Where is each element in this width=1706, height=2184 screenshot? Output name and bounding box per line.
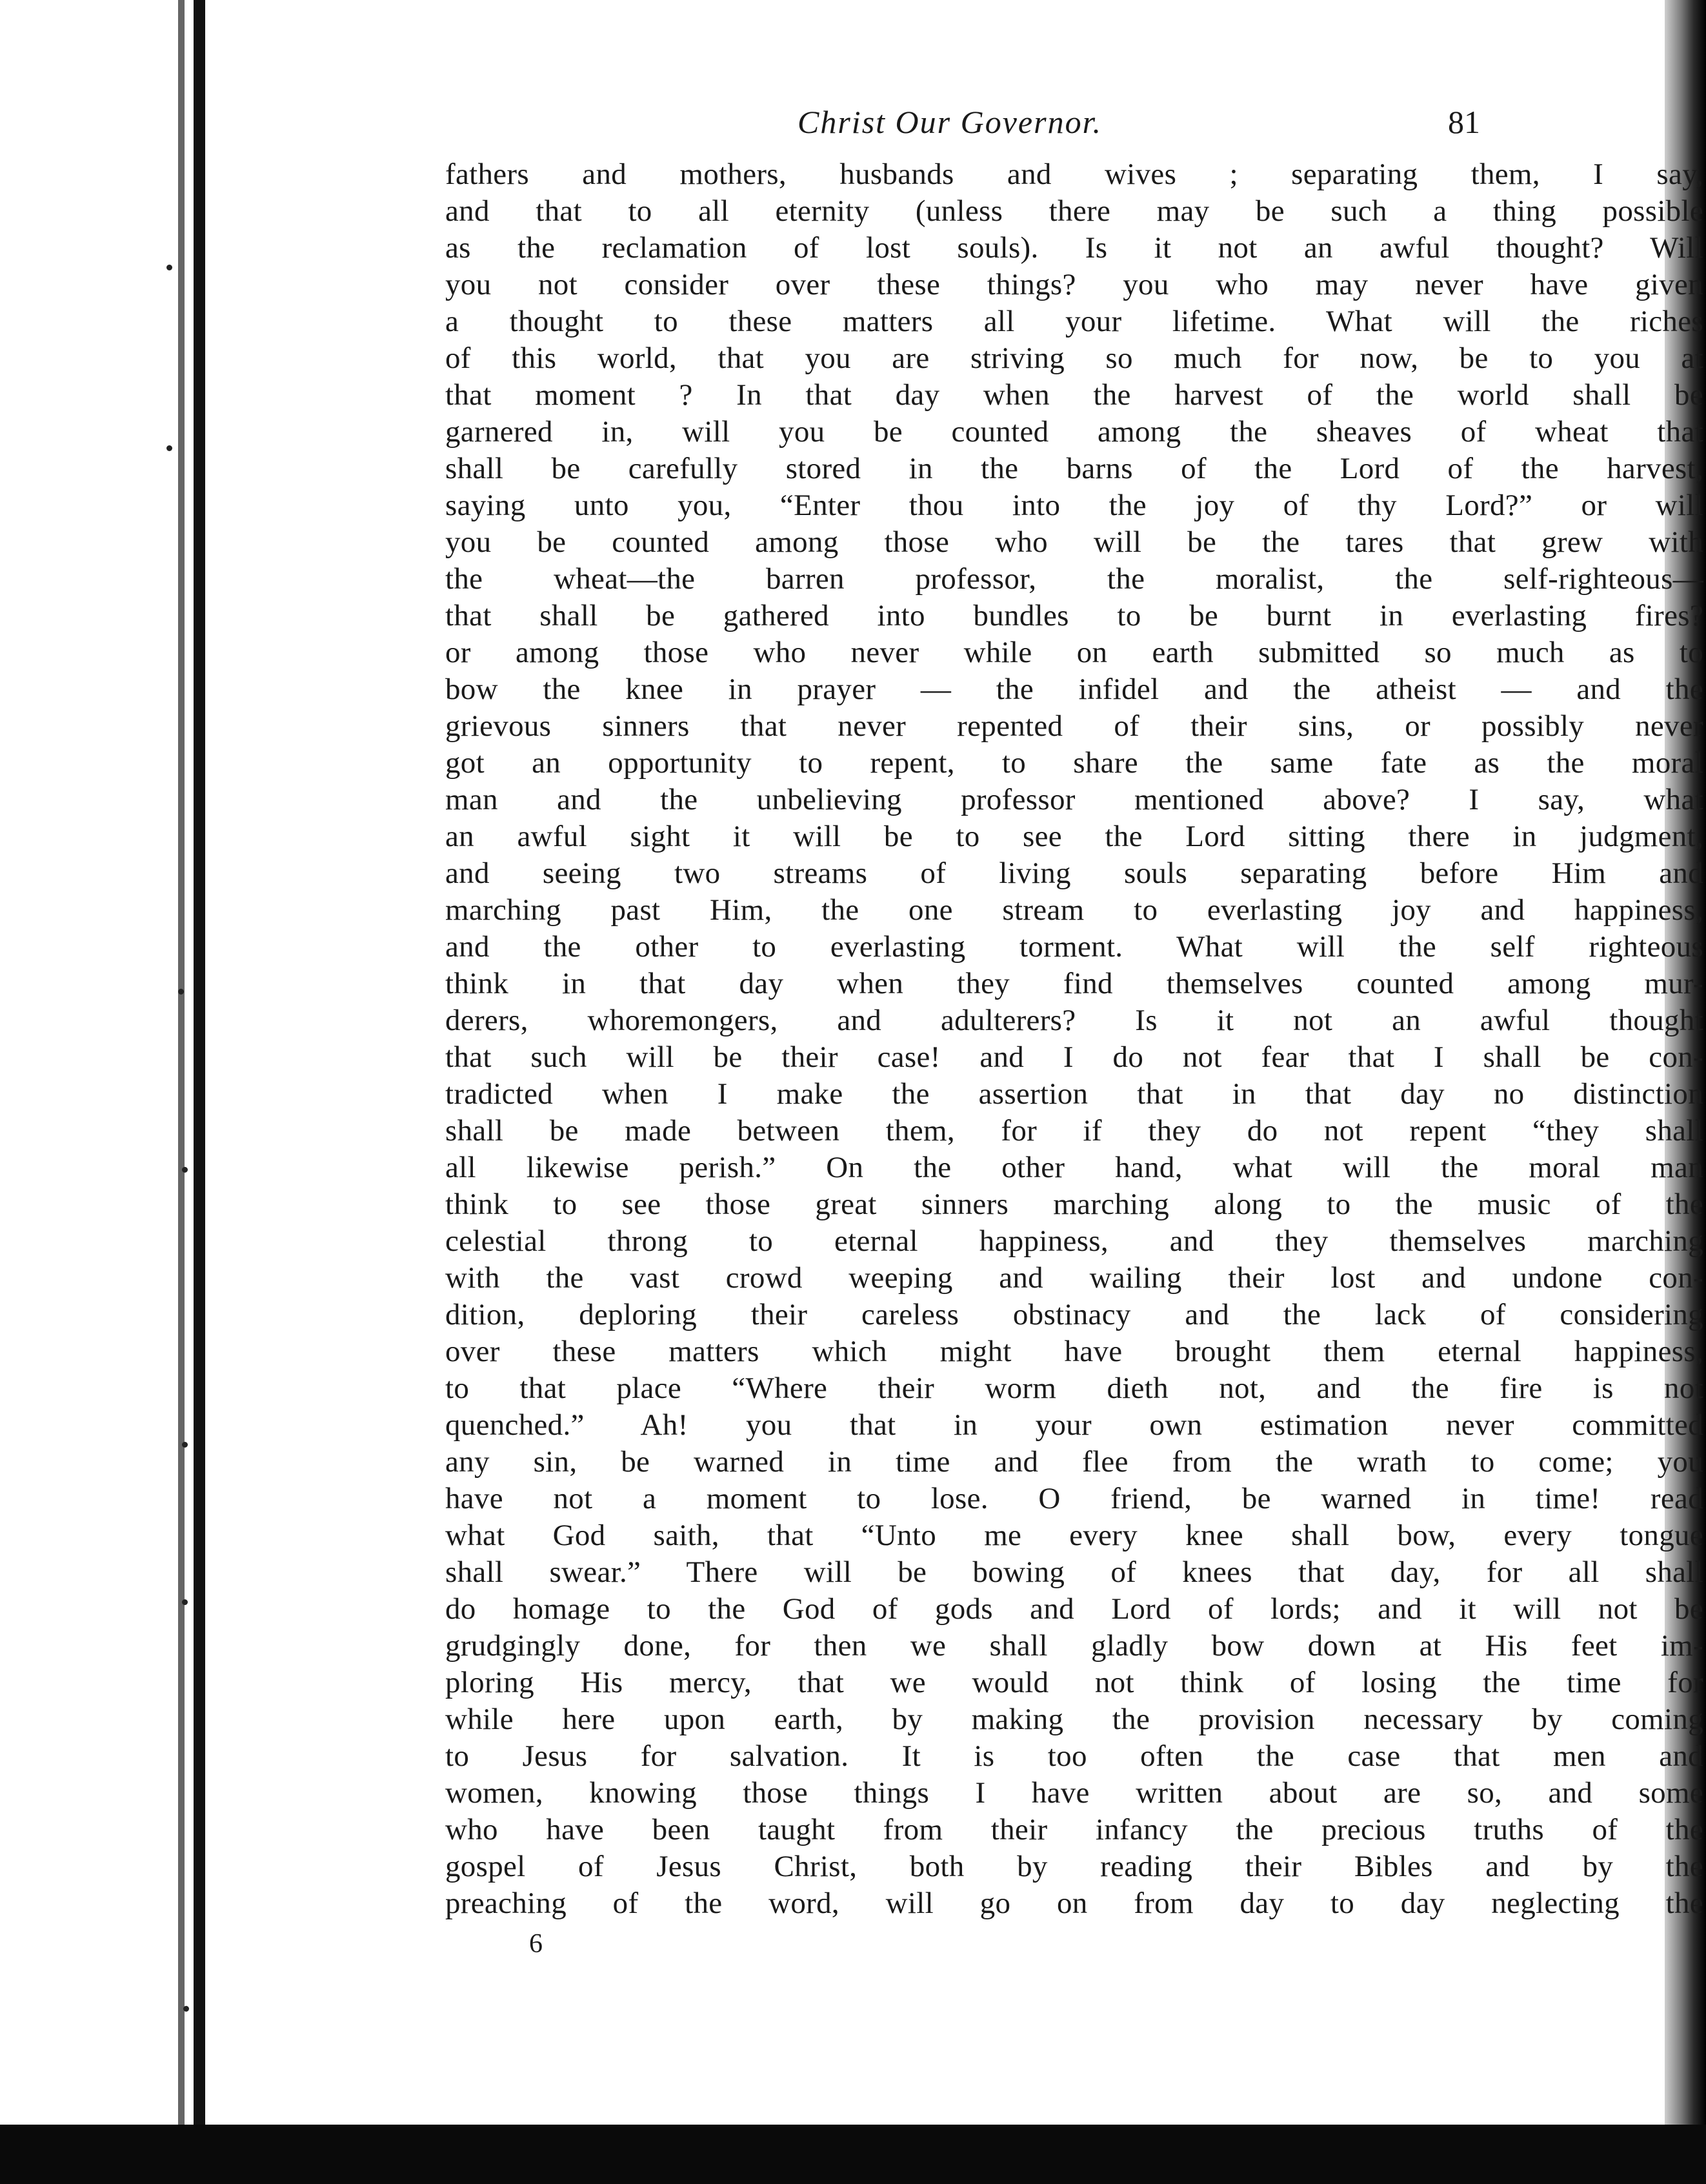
text-line: as the reclamation of lost souls). Is it not an awful thought? Will (445, 231, 1703, 265)
text-line: gospel of Jesus Christ, both by reading their Bibles and by the (445, 1850, 1703, 1883)
bottom-scan-border (0, 2125, 1706, 2184)
text-line: the wheat—the barren professor, the moralist, the self-righteous— (445, 562, 1703, 596)
running-head (217, 103, 1572, 148)
text-line: celestial throng to eternal happiness, and they themselves marching (445, 1224, 1703, 1258)
text-line: who have been taught from their infancy the precious truths of the (445, 1813, 1703, 1846)
text-line: shall be carefully stored in the barns of the Lord of the harvest, (445, 452, 1703, 485)
running-title: Christ Our Governor. (798, 104, 1102, 140)
text-line: with the vast crowd weeping and wailing their lost and undone con- (445, 1261, 1703, 1295)
text-line: over these matters which might have brought them eternal happiness, (445, 1335, 1703, 1368)
text-line: an awful sight it will be to see the Lord sitting there in judgment, (445, 820, 1703, 853)
scan-speck (166, 445, 172, 451)
text-line: bow the knee in prayer — the infidel and the atheist — and the (445, 672, 1703, 706)
body-text (445, 156, 1703, 1922)
text-line: any sin, be warned in time and flee from the wrath to come; you (445, 1445, 1703, 1479)
text-line: marching past Him, the one stream to everlasting joy and happiness, (445, 893, 1703, 927)
text-line: to that place “Where their worm dieth not, and the fire is not (445, 1371, 1703, 1405)
text-line: all likewise perish.” On the other hand, what will the moral man (445, 1151, 1703, 1184)
text-line: preaching of the word, will go on from day to day neglecting the (445, 1886, 1703, 1920)
text-line: think in that day when they find themselves counted among mur- (445, 967, 1703, 1000)
text-line: derers, whoremongers, and adulterers? Is it not an awful thought (445, 1004, 1703, 1037)
text-line: you be counted among those who will be the tares that grew with (445, 525, 1703, 559)
text-line: got an opportunity to repent, to share the same fate as the moral (445, 746, 1703, 780)
text-line: and that to all eternity (unless there may be such a thing possible (445, 194, 1703, 228)
text-line: shall swear.” There will be bowing of knees that day, for all shall (445, 1555, 1703, 1589)
text-line: grievous sinners that never repented of their sins, or possibly never (445, 709, 1703, 743)
scan-speck (183, 2006, 189, 2012)
text-line: man and the unbelieving professor mentioned above? I say, what (445, 783, 1703, 816)
text-line: dition, deploring their careless obstinacy and the lack of considering (445, 1298, 1703, 1331)
text-line: you not consider over these things? you who may never have given (445, 268, 1703, 301)
text-line: and seeing two streams of living souls separating before Him and (445, 856, 1703, 890)
text-line: tradicted when I make the assertion that in that day no distinction (445, 1077, 1703, 1111)
text-line: ploring His mercy, that we would not think of losing the time for (445, 1666, 1703, 1699)
text-line: that moment ? In that day when the harvest of the world shall be (445, 378, 1703, 412)
scan-speck (166, 265, 172, 270)
text-line: think to see those great sinners marching along to the music of the (445, 1188, 1703, 1221)
page-number: 81 (1448, 104, 1480, 140)
text-line: grudgingly done, for then we shall gladly bow down at His feet im- (445, 1629, 1703, 1663)
text-line: do homage to the God of gods and Lord of lords; and it will not be (445, 1592, 1703, 1626)
text-line: what God saith, that “Unto me every knee shall bow, every tongue (445, 1519, 1703, 1552)
text-line: and the other to everlasting torment. What will the self righteous (445, 930, 1703, 964)
text-line: that shall be gathered into bundles to be burnt in everlasting fires? (445, 599, 1703, 632)
signature-mark: 6 (529, 1929, 543, 1959)
text-line: fathers and mothers, husbands and wives ; separating them, I say, (445, 157, 1703, 191)
text-line: women, knowing those things I have written about are so, and some (445, 1776, 1703, 1810)
text-line: a thought to these matters all your lifetime. What will the riches (445, 305, 1703, 338)
left-scan-margin (0, 0, 205, 2184)
scan-speck (182, 1442, 188, 1448)
text-line: that such will be their case! and I do not fear that I shall be con- (445, 1040, 1703, 1074)
text-line: while here upon earth, by making the provision necessary by coming (445, 1703, 1703, 1736)
text-line: saying unto you, “Enter thou into the joy of thy Lord?” or will (445, 489, 1703, 522)
text-line: have not a moment to lose. O friend, be warned in time! read (445, 1482, 1703, 1515)
text-line: of this world, that you are striving so much for now, be to you at (445, 341, 1703, 375)
text-line: quenched.” Ah! you that in your own estimation never committed (445, 1408, 1703, 1442)
text-line: to Jesus for salvation. It is too often the case that men and (445, 1739, 1703, 1773)
scan-speck (182, 1599, 188, 1605)
text-line: or among those who never while on earth submitted so much as to (445, 636, 1703, 669)
scan-speck (178, 989, 184, 995)
text-line: garnered in, will you be counted among the sheaves of wheat that (445, 415, 1703, 449)
scan-speck (182, 1167, 188, 1173)
text-line: shall be made between them, for if they do not repent “they shall (445, 1114, 1703, 1148)
